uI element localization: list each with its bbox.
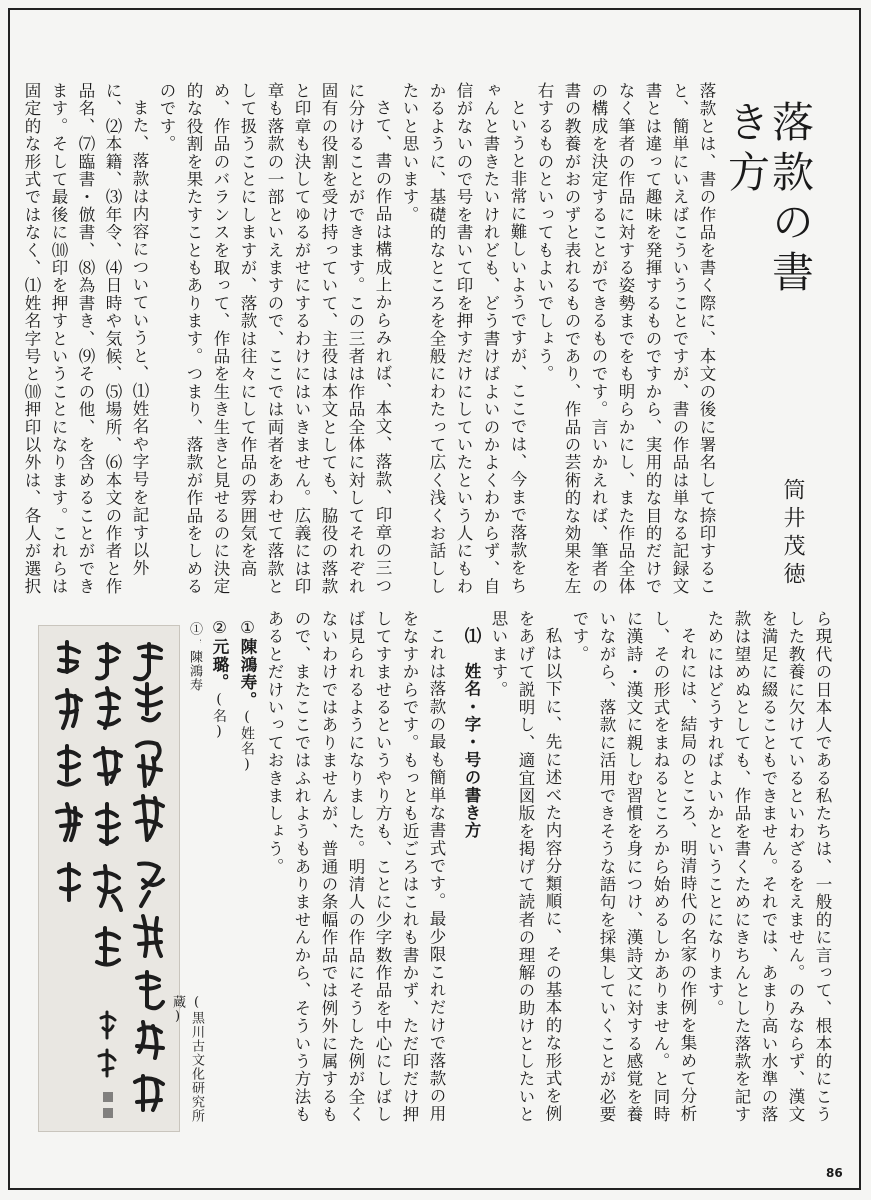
intro-paragraph: さて、書の作品は構成上からみれば、本文、落款、印章の三つに分けることができます。この三者は作品全体に対してそれぞれ固有の役割を受け持っていて、主役は本文としても、脇役の落款と印章も決してゆるがせにするわけにはいきません。広義には印章も落款の一部といえますので、ここでは両者をあわせて落款として扱うことにしますが、落款は往々にして作品の雰囲気を高め、作品のバランスを取って、作品を生き生きと見せるのに決定的な役割を果たすこともあります。つまり、落款が作品をしめるのです。 bbox=[157, 82, 392, 596]
example-number: ② bbox=[210, 618, 229, 639]
example-note: (名) bbox=[211, 691, 227, 742]
intro-paragraph: というと非常に難しいようですが、ここでは、今まで落款をちゃんと書きたいけれども、どう書けばよいのかよくわからず、自信がないので号を書いて印を押すだけにしていたという人にもわかるように、基礎的なところを全般にわたって広く浅くお話ししたいと思います。 bbox=[400, 82, 527, 596]
body-paragraph: 私は以下に、先に述べた内容分類順に、その基本的な形式を例をあげて説明し、適宜図版を掲げて読者の理解の助けとしたいと思います。 bbox=[489, 610, 562, 1124]
section-paragraph: これは落款の最も簡単な書式です。最少限これだけで落款の用をなすからです。もっとも近ごろはこれも書かず、ただ印だけ押してすませるというやり方も、ことに少字数作品を中心にしばしば見られるようになりました。明清人の作品にそうした例が全くないわけではありませんが、普通の条幅作品では例外に属するもので、またここではふれようもありませんから、そういう方法もあるとだけいっておきましょう。 bbox=[265, 610, 446, 1124]
example-note: (姓名) bbox=[239, 709, 255, 775]
intro-paragraph: 落款とは、書の作品を書く際に、本文の後に署名して捺印すること、簡単にいえばこういうことですが、書の作品は単なる記録文書とは違って趣味を発揮するものですから、実用的な目的だけでなく筆者の作品に対する姿勢までをも明らかにし、また作品全体の構成を決定することができるものです。言いかえれば、筆者の書の教養がおのずと表れるものであり、作品の芸術的な効果を左右するものといってもよいでしょう。 bbox=[535, 82, 716, 596]
intro-paragraph: また、落款は内容についていうと、⑴姓名や字号を記す以外に、⑵本籍、⑶年令、⑷日時や気候、⑸場所、⑹本文の作者と作品名、⑺臨書・倣書、⑻為書き、⑼その他、を含めることができます。そして最後に⑽印を押すということになります。これらは固定的な形式ではなく、⑴姓名字号と⑽押印以外は、各人が選択 bbox=[22, 82, 149, 596]
calligraphy-image bbox=[38, 625, 180, 1132]
intro-text bbox=[20, 82, 720, 602]
body-text bbox=[200, 610, 836, 1130]
page-number: 86 bbox=[826, 1166, 843, 1180]
author-name: 筒井茂徳 bbox=[780, 478, 805, 590]
figure-source: (黒川古文化研究所蔵) bbox=[170, 995, 204, 1123]
section-heading: ⑴ 姓名・字・号の書き方 bbox=[462, 626, 481, 839]
example-name: 元璐。 bbox=[210, 638, 229, 692]
figure-caption: ① 陳鴻寿 bbox=[187, 622, 202, 692]
article-title: 落款の書き方 bbox=[722, 100, 815, 300]
example-item bbox=[233, 610, 261, 1130]
example-name: 陳鴻寿。 bbox=[238, 638, 257, 710]
body-paragraph: それには、結局のところ、明清時代の名家の作例を集めて分析し、その形式をまねるところから始めるしかありません。と同時に漢詩・漢文に親しむ習慣を身につけ、漢詩文に対する感覚を養いながら、落款に活用できそうな語句を採集していくことが必要です。 bbox=[570, 610, 697, 1124]
calligraphy-strokes bbox=[39, 626, 179, 1131]
body-paragraph: ら現代の日本人である私たちは、一般的に言って、根本的にこうした教養に欠けているといわざるをえません。のみならず、漢文を満足に綴ることもできません。それでは、あまり高い水準の落款は望めぬとしても、作品を書くためにきちんとした落款を記すためにはどうすればよいかということになります。 bbox=[705, 610, 832, 1124]
example-number: ① bbox=[238, 618, 257, 639]
example-item bbox=[205, 610, 233, 1130]
